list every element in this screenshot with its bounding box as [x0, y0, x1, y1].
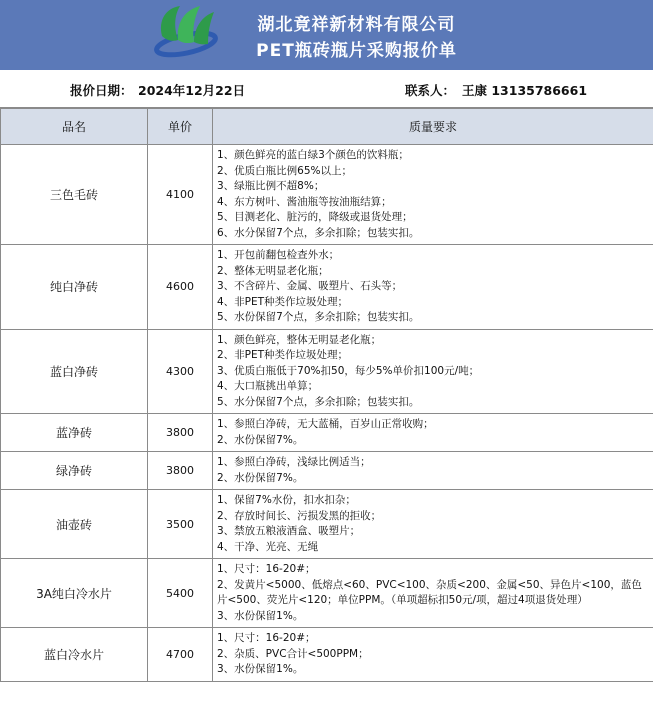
product-name: 三色毛砖 — [1, 145, 148, 245]
quality-requirements — [213, 145, 653, 245]
product-name: 蓝净砖 — [1, 414, 148, 452]
requirement-line: 1、颜色鲜亮的蓝白绿3个颜色的饮料瓶； — [217, 149, 409, 161]
quote-date-label: 报价日期： — [70, 83, 133, 98]
quality-requirements — [213, 329, 653, 414]
requirement-line: 5、水份保留7个点，多余扣除；包装实扣。 — [217, 311, 420, 323]
requirement-line: 1、尺寸：16-20#； — [217, 563, 316, 575]
requirement-line: 3、水份保留1%。 — [217, 609, 304, 622]
requirement-line: 3、不含碎片、金属、吸塑片、石头等； — [217, 280, 403, 292]
document-title: PET瓶砖瓶片采购报价单 — [256, 41, 457, 61]
requirement-line: 5、目测老化、脏污的，降级或退货处理； — [217, 211, 413, 223]
requirement-line: 5、水分保留7个点，多余扣除；包装实扣。 — [217, 395, 420, 408]
requirement-line: 3、绿瓶比例不超8%； — [217, 180, 325, 192]
requirement-line: 3、禁放五粮液酒盒、吸塑片； — [217, 525, 361, 537]
unit-price: 3800 — [148, 452, 213, 490]
quality-requirements — [213, 452, 653, 490]
requirement-line: 2、优质白瓶比例65%以上； — [217, 164, 353, 177]
product-name: 3A纯白冷水片 — [1, 559, 148, 628]
unit-price: 4600 — [148, 245, 213, 330]
quote-date-value: 2024年12月22日 — [138, 83, 246, 98]
contact-value: 王康 13135786661 — [462, 83, 588, 98]
requirement-line: 2、非PET种类作垃圾处理； — [217, 349, 349, 361]
requirement-line: 4、大口瓶挑出单算； — [217, 380, 319, 392]
product-name: 蓝白冷水片 — [1, 628, 148, 682]
table-header-row — [1, 109, 653, 145]
table-row — [1, 490, 653, 559]
contact-label: 联系人： — [405, 83, 456, 98]
quality-requirements — [213, 245, 653, 330]
requirement-line: 1、保留7%水份，扣水扣杂； — [217, 494, 356, 506]
requirement-line: 3、优质白瓶低于70%扣50，每少5%单价扣100元/吨； — [217, 364, 480, 377]
requirement-line: 2、杂质、PVC合计<500PPM； — [217, 647, 369, 660]
requirement-line: 3、水份保留1%。 — [217, 663, 304, 675]
requirement-line: 2、水份保留7%。 — [217, 433, 304, 446]
table-row — [1, 245, 653, 330]
quality-requirements — [213, 490, 653, 559]
company-name: 湖北竟祥新材料有限公司 — [257, 15, 456, 35]
unit-price: 5400 — [148, 559, 213, 628]
requirement-line: 1、颜色鲜亮，整体无明显老化瓶； — [217, 333, 382, 346]
requirement-line: 4、非PET种类作垃圾处理； — [217, 295, 349, 308]
quality-requirements — [213, 559, 653, 628]
requirement-line: 4、东方树叶、酱油瓶等按油瓶结算； — [217, 195, 392, 208]
quality-requirements — [213, 628, 653, 682]
requirement-line: 1、开包前翻包检查外水； — [217, 249, 340, 261]
unit-price: 4100 — [148, 145, 213, 245]
quality-requirements — [213, 414, 653, 452]
column-header-name: 品名 — [1, 109, 148, 145]
requirement-line: 1、参照白净砖，浅绿比例适当； — [217, 456, 371, 468]
column-header-price: 单价 — [148, 109, 213, 145]
table-row — [1, 559, 653, 628]
unit-price: 3500 — [148, 490, 213, 559]
table-row — [1, 145, 653, 245]
product-name: 纯白净砖 — [1, 245, 148, 330]
product-name: 油壶砖 — [1, 490, 148, 559]
requirement-line: 2、水份保留7%。 — [217, 471, 304, 484]
requirement-line: 2、整体无明显老化瓶； — [217, 264, 329, 277]
requirement-line: 2、发黄片<5000、低熔点<60、PVC<100、杂质<200、金属<50、异色片<100，蓝色片<500、荧光片<120；单位PPM。（单项超标扣50元/项，超过4项退货处理） — [217, 578, 642, 606]
requirement-line: 4、干净、光亮、无绳 — [217, 540, 319, 553]
requirement-line: 1、尺寸：16-20#； — [217, 632, 316, 644]
table-row — [1, 452, 653, 490]
table-row — [1, 414, 653, 452]
unit-price: 4300 — [148, 329, 213, 414]
product-name: 绿净砖 — [1, 452, 148, 490]
table-row — [1, 329, 653, 414]
unit-price: 4700 — [148, 628, 213, 682]
requirement-line: 2、存放时间长、污损发黑的拒收； — [217, 509, 382, 522]
requirement-line: 1、参照白净砖，无大蓝桶，百岁山正常收购； — [217, 418, 434, 430]
quote-info-bar — [0, 70, 653, 108]
product-name: 蓝白净砖 — [1, 329, 148, 414]
table-row — [1, 628, 653, 682]
document-header — [0, 0, 653, 70]
price-table — [0, 108, 653, 682]
column-header-requirements: 质量要求 — [213, 109, 653, 145]
unit-price: 3800 — [148, 414, 213, 452]
requirement-line: 6、水分保留7个点，多余扣除；包装实扣。 — [217, 226, 420, 239]
